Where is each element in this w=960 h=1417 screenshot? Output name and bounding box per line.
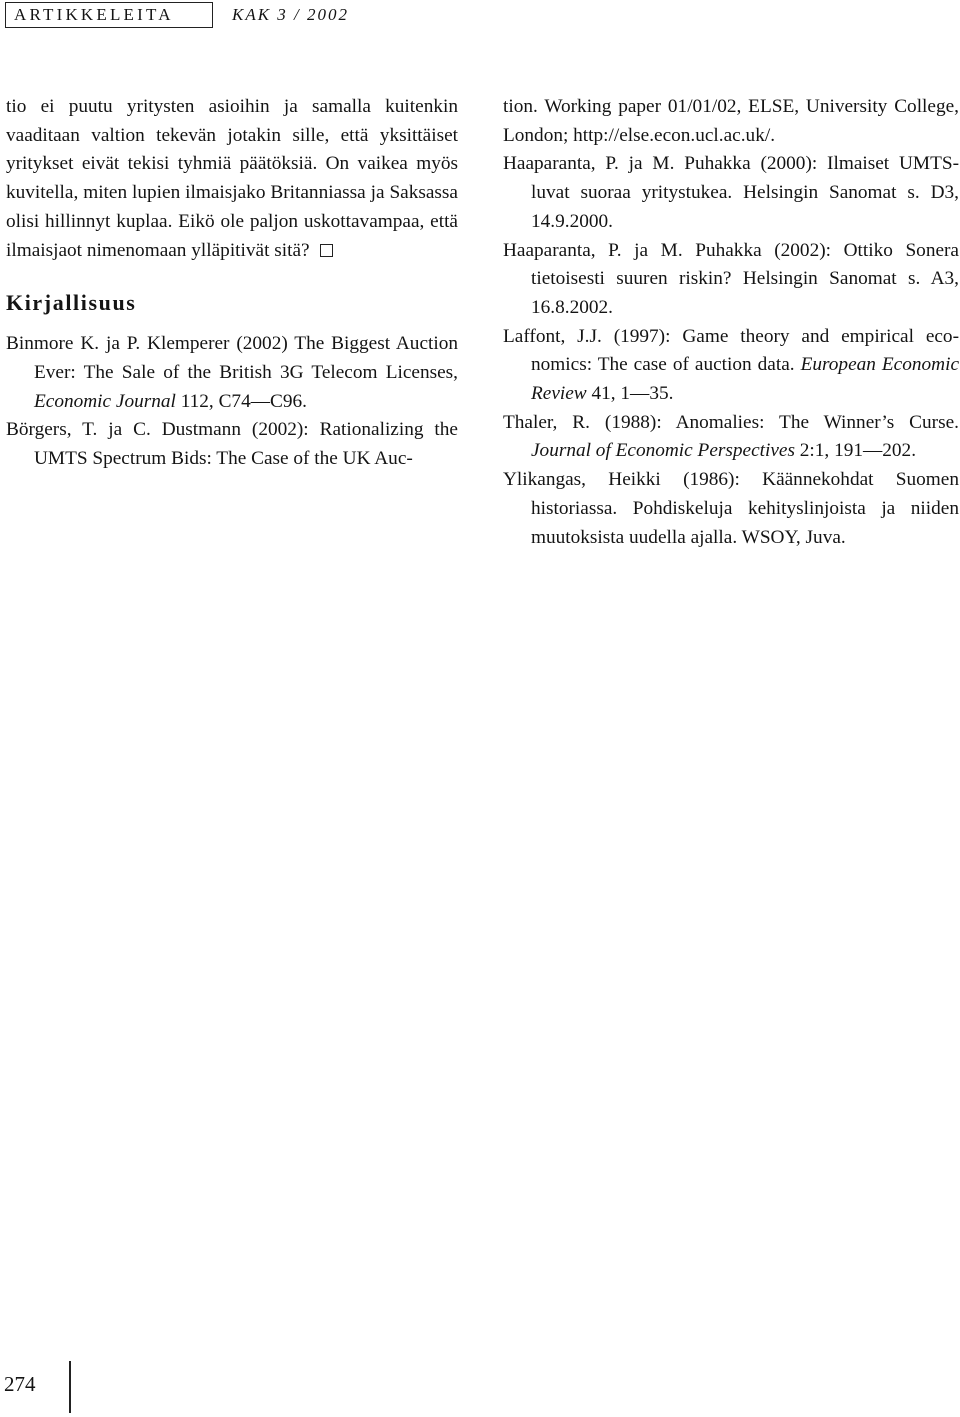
reference-text: Ylikangas, Heikki (1986): Käännekohdat Suomen historiassa. Pohdiskeluja kehityslinjoista ja niiden muutoksista uudella ajalla. WSOY, Juva.: [503, 469, 959, 548]
reference-text: Börgers, T. ja C. Dustmann (2002): Rationalizing the UMTS Spectrum Bids: The Case of the UK Auc-: [6, 419, 458, 470]
reference-continuation: tion. Working paper 01/01/02, ELSE, University College, London; http://else.econ.ucl.ac.uk/.: [503, 96, 959, 146]
reference-text: Haaparanta, P. ja M. Puhakka (2000): Ilmaiset UMTS-luvat suoraa yritystukea. Helsingin Sanomat s. D3, 14.9.2000.: [503, 153, 959, 232]
body-text: tio ei puutu yritysten asioihin ja samalla kuitenkin vaaditaan valtion tekevän jotakin sille, että yksittäiset yritykset eivät tekisi tyhmiä päätöksiä. On vaikea myös kuvitella, miten lupien ilmaisjako Britanniassa ja Saksassa olisi hillinnyt kuplaa. Eikö ole paljon uskottavampaa, että ilmaisjaot nimenomaan ylläpitivät sitä?: [6, 96, 458, 261]
reference-entry: [503, 323, 959, 409]
reference-entry: [503, 150, 959, 236]
page-number: 274: [4, 1372, 36, 1396]
reference-entry: [6, 330, 458, 416]
reference-text: Binmore K. ja P. Klemperer (2002) The Biggest Auction Ever: The Sale of the British 3G Telecom Licenses,: [6, 333, 458, 383]
reference-title: Economic Journal: [34, 390, 176, 412]
reference-text: Thaler, R. (1988): Anomalies: The Winner’s Curse.: [503, 411, 959, 433]
reference-entry: [6, 416, 458, 473]
references-heading: Kirjallisuus: [6, 290, 137, 316]
page-number-rule: [69, 1361, 71, 1413]
reference-list-right: [503, 150, 959, 552]
reference-entry: [503, 409, 959, 466]
issue-label: KAK 3 / 2002: [232, 5, 350, 24]
reference-entry: [503, 466, 959, 552]
reference-text: 2:1, 191—202.: [794, 440, 917, 462]
reference-text: 112, C74—C96.: [175, 390, 307, 412]
reference-title: Journal of Economic Perspectives: [531, 440, 795, 462]
right-column: [503, 93, 959, 552]
reference-text: 41, 1—35.: [586, 383, 674, 405]
body-paragraph: [6, 93, 458, 265]
reference-entry: [503, 237, 959, 323]
reference-list-left: [6, 330, 458, 474]
section-label: ARTIKKELEITA: [5, 2, 213, 28]
end-of-article-mark: [320, 244, 333, 257]
reference-text: Haaparanta, P. ja M. Puhakka (2002): Ottiko Sonera tietoisesti suuren riskin? Helsingin Sanomat s. A3, 16.8.2002.: [503, 239, 959, 318]
reference-text: Laffont, J.J. (1997): Game theory and empirical economics: The case of auction data.: [503, 325, 959, 376]
left-column: [6, 93, 458, 474]
reference-title: European Economic Review: [531, 354, 959, 405]
